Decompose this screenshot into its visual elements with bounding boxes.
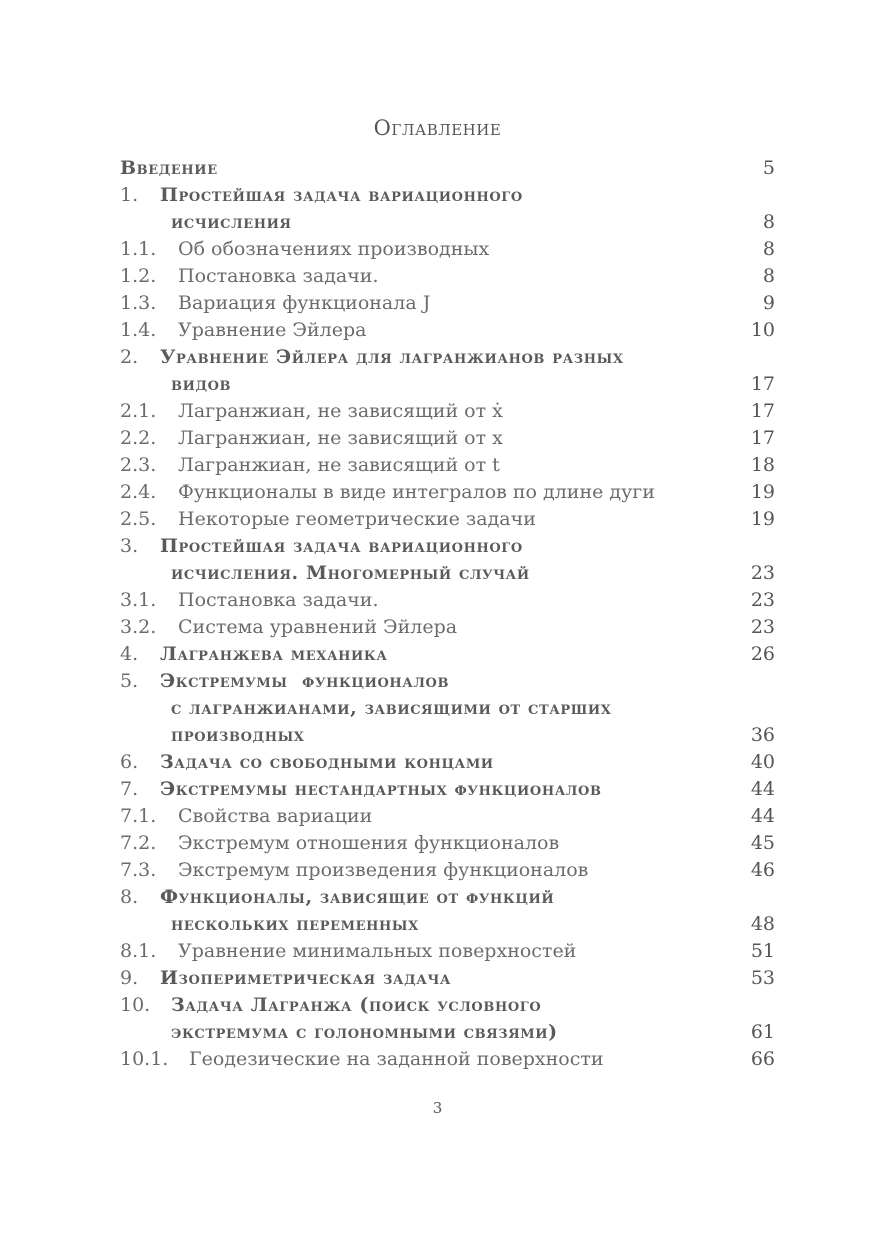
- toc-entry-page: 10: [750, 319, 775, 341]
- toc-entry-section-1-3[interactable]: [120, 290, 775, 317]
- toc-entry-title: Изопериметрическая задача: [160, 967, 452, 989]
- toc-entry-number: 1.2.: [120, 265, 157, 287]
- toc-entry-title: Задача со свободными концами: [160, 751, 494, 773]
- toc-entry-page: 40: [750, 751, 775, 773]
- toc-entry-page: 45: [750, 832, 775, 854]
- toc-entry-page: 61: [750, 1021, 775, 1043]
- toc-entry-title: нескольких переменных: [171, 913, 419, 935]
- toc-entry-chapter-3-continued[interactable]: [120, 560, 775, 587]
- toc-entry-chapter-1-continued[interactable]: [120, 209, 775, 236]
- toc-entry-chapter-8[interactable]: [120, 884, 775, 911]
- toc-entry-chapter-7[interactable]: [120, 776, 775, 803]
- toc-entry-page: 23: [750, 562, 775, 584]
- toc-entry-page: 8: [762, 238, 775, 260]
- page-number: 3: [432, 1099, 443, 1117]
- toc-entry-section-1-1[interactable]: [120, 236, 775, 263]
- toc-entry-page: 44: [750, 778, 775, 800]
- toc-entry-number: 8.1.: [120, 940, 157, 962]
- toc-entry-chapter-2[interactable]: [120, 344, 775, 371]
- toc-entry-section-1-2[interactable]: [120, 263, 775, 290]
- toc-entry-number: 8.: [120, 886, 139, 908]
- toc-entry-page: 23: [750, 616, 775, 638]
- toc-entry-title: Система уравнений Эйлера: [178, 616, 458, 638]
- toc-entry-number: 10.1.: [120, 1048, 169, 1070]
- toc-entry-chapter-6[interactable]: [120, 749, 775, 776]
- toc-entry-number: 3.: [120, 535, 139, 557]
- toc-entry-title: видов: [171, 373, 232, 395]
- toc-entry-title: Задача Лагранжа (поиск условного: [171, 994, 542, 1016]
- toc-entry-number: 4.: [120, 643, 139, 665]
- toc-entry-page: 8: [762, 211, 775, 233]
- toc-entry-intro[interactable]: [120, 155, 775, 182]
- toc-entry-number: 1.3.: [120, 292, 157, 314]
- toc-entry-title: Экстремум произведения функционалов: [178, 859, 589, 881]
- toc-entry-title: Некоторые геометрические задачи: [178, 508, 536, 530]
- toc-entry-title: с лагранжианами, зависящими от старших: [171, 697, 612, 719]
- toc-entry-page: 19: [750, 481, 775, 503]
- toc-entry-section-3-1[interactable]: [120, 587, 775, 614]
- toc-entry-title: Простейшая задача вариационного: [160, 184, 523, 206]
- toc-entry-page: 66: [750, 1048, 775, 1070]
- toc-entry-chapter-4[interactable]: [120, 641, 775, 668]
- toc-entry-title: Функционалы в виде интегралов по длине дуги: [178, 481, 655, 503]
- toc-entry-number: 2.5.: [120, 508, 157, 530]
- toc-entry-title: производных: [171, 724, 305, 746]
- toc-entry-title: Постановка задачи.: [178, 265, 379, 287]
- toc-entry-section-8-1[interactable]: [120, 938, 775, 965]
- toc-entry-title: Экстремум отношения функционалов: [178, 832, 560, 854]
- toc-entry-chapter-5-continued[interactable]: [120, 695, 775, 722]
- toc-entry-page: 5: [762, 157, 775, 179]
- toc-entry-page: 17: [750, 427, 775, 449]
- toc-entry-chapter-10[interactable]: [120, 992, 775, 1019]
- toc-entry-page: 36: [750, 724, 775, 746]
- toc-entry-page: 17: [750, 373, 775, 395]
- toc-entry-title: Экстремумы нестандартных функционалов: [160, 778, 602, 800]
- toc-entry-number: 1.4.: [120, 319, 157, 341]
- toc-entry-title: Уравнение Эйлера для лагранжианов разных: [160, 346, 624, 368]
- toc-entry-number: 9.: [120, 967, 139, 989]
- toc-entry-page: 53: [750, 967, 775, 989]
- toc-entry-number: 2.3.: [120, 454, 157, 476]
- toc-entry-page: 26: [750, 643, 775, 665]
- toc-entry-title: Уравнение минимальных поверхностей: [178, 940, 577, 962]
- toc-entry-title: Об обозначениях производных: [178, 238, 490, 260]
- toc-entry-page: 51: [750, 940, 775, 962]
- toc-entry-chapter-3[interactable]: [120, 533, 775, 560]
- toc-entry-title: исчисления. Многомерный случай: [171, 562, 530, 584]
- toc-entry-number: 1.1.: [120, 238, 157, 260]
- toc-entry-title: Постановка задачи.: [178, 589, 379, 611]
- table-of-contents: [120, 155, 775, 1073]
- toc-entry-chapter-8-continued[interactable]: [120, 911, 775, 938]
- toc-entry-section-10-1[interactable]: [120, 1046, 775, 1073]
- toc-entry-section-7-1[interactable]: [120, 803, 775, 830]
- toc-entry-number: 2.1.: [120, 400, 157, 422]
- toc-entry-title: Геодезические на заданной поверхности: [189, 1048, 604, 1070]
- toc-entry-page: 18: [750, 454, 775, 476]
- toc-entry-section-2-5[interactable]: [120, 506, 775, 533]
- toc-entry-title: Лагранжева механика: [160, 643, 388, 665]
- toc-entry-title: Экстремумы функционалов: [160, 670, 450, 692]
- toc-entry-title: Введение: [120, 157, 218, 179]
- toc-entry-number: 6.: [120, 751, 139, 773]
- toc-entry-title: Лагранжиан, не зависящий от ẋ: [178, 400, 503, 422]
- toc-entry-page: 8: [762, 265, 775, 287]
- toc-entry-page: 19: [750, 508, 775, 530]
- toc-entry-section-2-1[interactable]: [120, 398, 775, 425]
- toc-entry-chapter-1[interactable]: [120, 182, 775, 209]
- toc-entry-title: Функционалы, зависящие от функций: [160, 886, 555, 908]
- toc-entry-page: 23: [750, 589, 775, 611]
- toc-entry-number: 7.: [120, 778, 139, 800]
- toc-entry-section-7-2[interactable]: [120, 830, 775, 857]
- toc-entry-section-3-2[interactable]: [120, 614, 775, 641]
- toc-entry-title: Свойства вариации: [178, 805, 373, 827]
- toc-entry-number: 7.3.: [120, 859, 157, 881]
- toc-entry-title: исчисления: [171, 211, 292, 233]
- toc-entry-number: 7.1.: [120, 805, 157, 827]
- toc-entry-number: 2.2.: [120, 427, 157, 449]
- toc-entry-number: 3.1.: [120, 589, 157, 611]
- toc-entry-page: 46: [750, 859, 775, 881]
- toc-entry-page: 48: [750, 913, 775, 935]
- toc-entry-chapter-10-continued[interactable]: [120, 1019, 775, 1046]
- toc-entry-number: 1.: [120, 184, 139, 206]
- toc-entry-title: Лагранжиан, не зависящий от x: [178, 427, 503, 449]
- toc-entry-number: 10.: [120, 994, 151, 1016]
- toc-entry-chapter-5-continued-2[interactable]: [120, 722, 775, 749]
- toc-entry-number: 5.: [120, 670, 139, 692]
- toc-entry-page: 17: [750, 400, 775, 422]
- toc-entry-section-2-4[interactable]: [120, 479, 775, 506]
- page-title: Оглавление: [373, 116, 502, 140]
- toc-entry-section-2-3[interactable]: [120, 452, 775, 479]
- toc-entry-section-2-2[interactable]: [120, 425, 775, 452]
- toc-entry-title: Простейшая задача вариационного: [160, 535, 523, 557]
- toc-entry-title: экстремума с голономными связями): [171, 1021, 558, 1043]
- toc-entry-title: Уравнение Эйлера: [178, 319, 367, 341]
- toc-entry-chapter-9[interactable]: [120, 965, 775, 992]
- toc-entry-number: 3.2.: [120, 616, 157, 638]
- toc-entry-page: 44: [750, 805, 775, 827]
- toc-entry-section-7-3[interactable]: [120, 857, 775, 884]
- toc-entry-chapter-2-continued[interactable]: [120, 371, 775, 398]
- toc-entry-section-1-4[interactable]: [120, 317, 775, 344]
- toc-entry-title: Лагранжиан, не зависящий от t: [178, 454, 500, 476]
- toc-entry-number: 2.4.: [120, 481, 157, 503]
- toc-entry-number: 2.: [120, 346, 139, 368]
- toc-entry-title: Вариация функционала J: [178, 292, 431, 314]
- toc-entry-chapter-5[interactable]: [120, 668, 775, 695]
- toc-entry-page: 9: [762, 292, 775, 314]
- toc-entry-number: 7.2.: [120, 832, 157, 854]
